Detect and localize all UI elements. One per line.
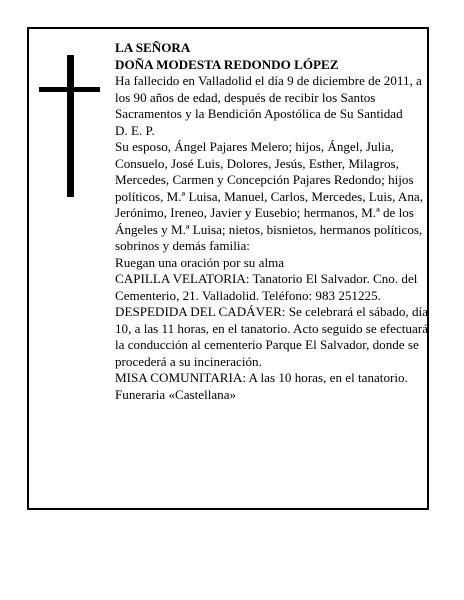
rip-line: D. E. P.: [115, 122, 155, 138]
family-list: Su esposo, Ángel Pajares Melero; hijos, Ángel, Julia, Consuelo, José Luis, Dolores, Jesús, Esther, Milagros, Mercedes, Carmen y Concepción Pajares Redondo; hijos políticos, M.ª Luisa, Manuel, Carlos, Mercedes, Luis, Ana, Jerónimo, Ireneo, Javier y Eusebio; hermanos, M.ª de los Ángeles y M.ª Luisa; nietos, bisnietos, hermanos políticos, sobrinos y demás familia:: [115, 139, 423, 253]
funeral-home: Funeraria «Castellana»: [115, 386, 237, 402]
farewell-info: DESPEDIDA DEL CADÁVER: Se celebrará el sábado, día 10, a las 11 horas, en el tanatorio. Acto seguido se efectuará la conducción al cementerio Parque El Salvador, donde se procederá a su incineración.: [115, 304, 428, 369]
deceased-name: DOÑA MODESTA REDONDO LÓPEZ: [115, 56, 339, 72]
chapel-info: CAPILLA VELATORIA: Tanatorio El Salvador. Cno. del Cementerio, 21. Valladolid. Teléfono: 983 251225.: [115, 271, 418, 303]
heading-title: LA SEÑORA: [115, 40, 191, 55]
mass-info: MISA COMUNITARIA: A las 10 horas, en el tanatorio.: [115, 370, 408, 385]
obituary-text: [115, 40, 428, 403]
prayer-request: Ruegan una oración por su alma: [115, 254, 285, 270]
cross-vertical-bar: [67, 55, 74, 197]
cross-horizontal-bar: [39, 87, 100, 92]
obituary-notice: [27, 27, 429, 510]
death-announcement: Ha fallecido en Valladolid el día 9 de diciembre de 2011, a los 90 años de edad, después de recibir los Santos Sacramentos y la Bendición Apostólica de Su Santidad: [115, 73, 422, 121]
